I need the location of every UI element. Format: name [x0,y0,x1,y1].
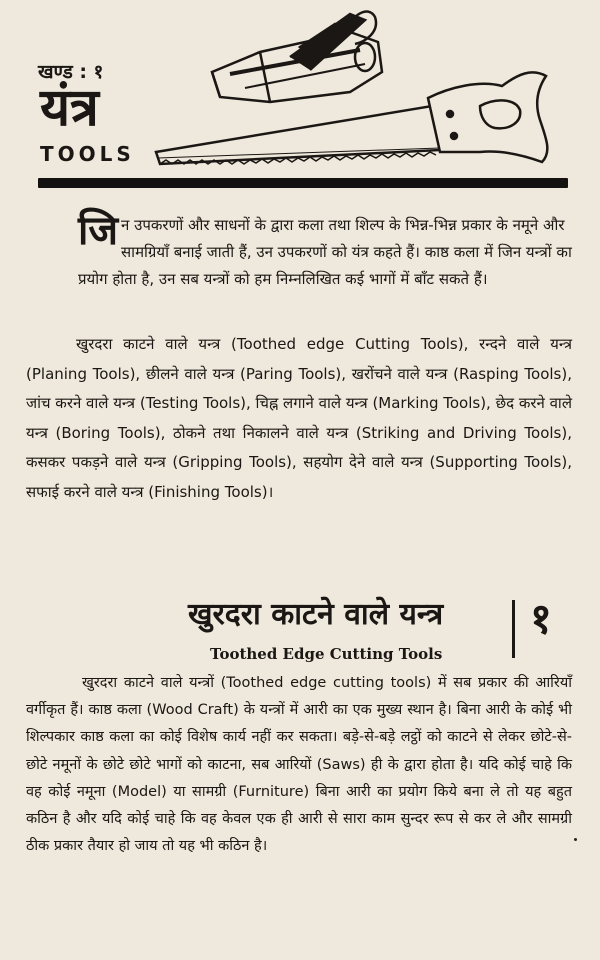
print-speck [574,838,577,841]
section-body-paragraph: खुरदरा काटने वाले यन्त्रों (Toothed edge cutting tools) में सब प्रकार की आरियाँ वर्गीकृत हैं। काष्ठ कला (Wood Craft) के यन्त्रों में आरी का एक मुख्य स्थान है। बिना आरी के कोई भी शिल्पकार काष्ठ कला का कोई विशेष कार्य नहीं कर सकता। बड़े-से-बड़े लट्ठों को काटने से लेकर छोटे-से-छोटे नमूनों के छोटे छोटे भागों को काटना, सब आरियों (Saws) ही के द्वारा होता है। यदि कोई चाहे कि वह कोई नमूना (Model) या सामग्री (Furniture) बिना आरी का प्रयोग किये बना ले तो यह बहुत कठिन है और यदि कोई चाहे कि वह केवल एक ही आरी से सारा काम सुन्दर रूप से कर ले और सामग्री ठीक प्रकार तैयार हो जाय तो यह भी कठिन है। [26,675,572,855]
chapter-title-hindi: यंत्र [40,78,99,138]
header-rule [38,178,568,188]
chapter-label: खण्ड : १ [38,61,104,83]
section-title-english: Toothed Edge Cutting Tools [210,645,443,663]
chapter-title-english: TOOLS [40,142,135,166]
tools-illustration [150,2,560,170]
hand-plane-icon [212,12,382,102]
section-divider [512,600,515,658]
section-title-hindi: खुरदरा काटने वाले यन्त्र [188,597,444,632]
section-number: १ [530,594,552,643]
intro-text: न उपकरणों और साधनों के द्वारा कला तथा शिल्प के भिन्न-भिन्न प्रकार के नमूने और सामग्रियाँ बनाई जाती हैं, उन उपकरणों को यंत्र कहते हैं। काष्ठ कला में जिन यन्त्रों का प्रयोग होता है, उन सब यन्त्रों को हम निम्नलिखित कई भागों में बाँट सकते हैं। [78,216,572,288]
tool-categories-paragraph: खुरदरा काटने वाले यन्त्र (Toothed edge Cutting Tools), रन्दने वाले यन्त्र (Planing Tools), छीलने वाले यन्त्र (Paring Tools), खरोंचने वाले यन्त्र (Rasping Tools), जांच करने वाले यन्त्र (Testing Tools), चिह्न लगाने वाले यन्त्र (Marking Tools), छेद करने वाले यन्त्र (Boring Tools), ठोकने तथा निकालने वाले यन्त्र (Striking and Driving Tools), कसकर पकड़ने वाले यन्त्र (Gripping Tools), सहयोग देने वाले यन्त्र (Supporting Tools), सफाई करने वाले यन्त्र (Finishing Tools)। [26,335,572,501]
intro-dropcap: जि [78,208,119,254]
intro-paragraph [78,208,572,293]
